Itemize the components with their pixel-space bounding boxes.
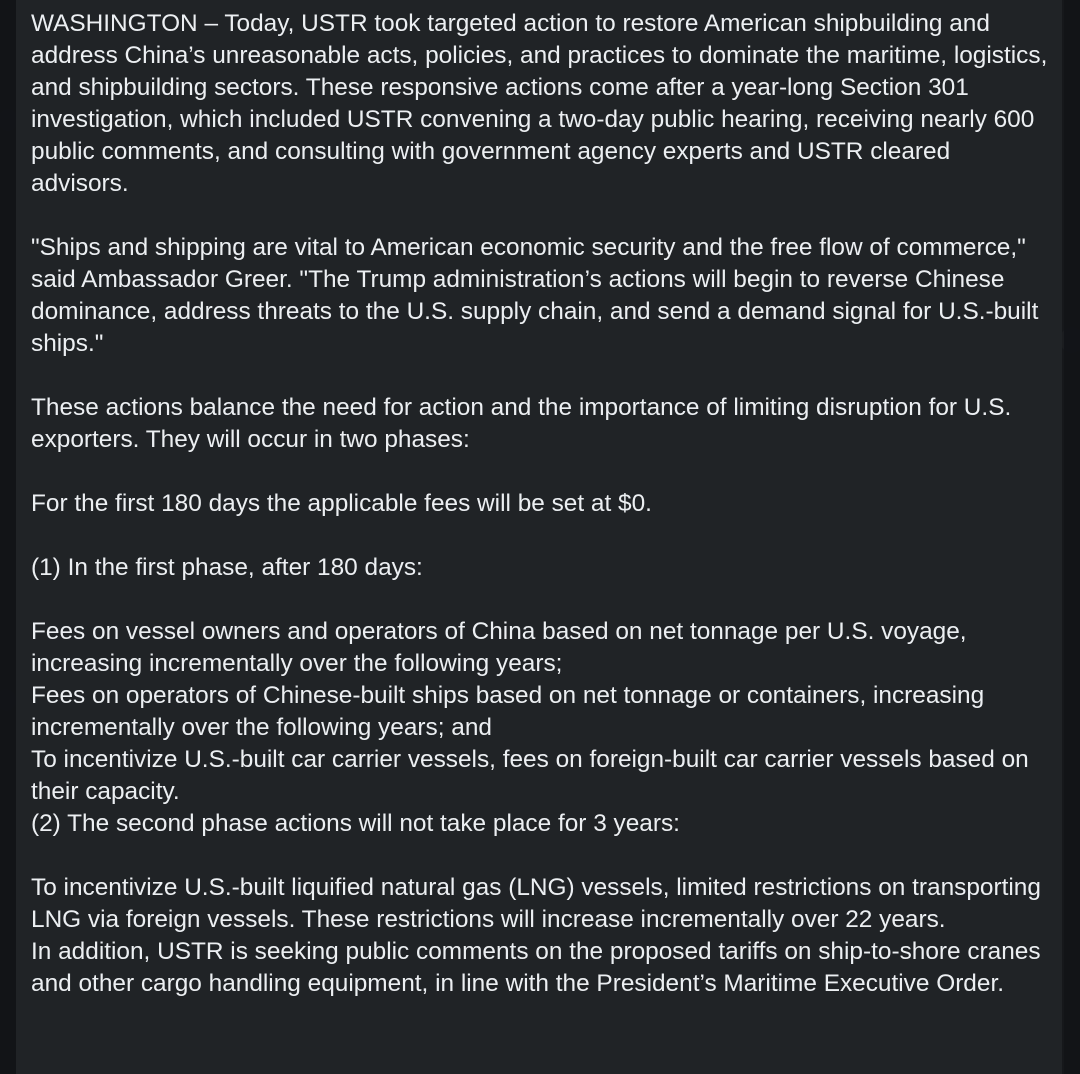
message-paragraph-quote: "Ships and shipping are vital to American economic security and the free flow of commerce," said Ambassador Greer. "The Trump administration’s actions will begin to reverse Chinese dominance, address threats to the U.S. supply chain, and send a demand signal for U.S.-built ships."	[31, 234, 1039, 357]
paragraph-gap	[31, 360, 1048, 392]
message-paragraph-chinese-built-fees: Fees on operators of Chinese-built ships based on net tonnage or containers, increasing incrementally over the following years; and	[31, 682, 985, 741]
message-paragraph-intro: WASHINGTON – Today, USTR took targeted action to restore American shipbuilding and address China’s unreasonable acts, policies, and practices to dominate the maritime, logistics, and shipbuilding sectors. These responsive actions come after a year-long Section 301 investigation, which included USTR convening a two-day public hearing, receiving nearly 600 public comments, and consulting with government agency experts and USTR cleared advisors.	[31, 10, 1048, 197]
message-paragraph-china-owner-fees: Fees on vessel owners and operators of China based on net tonnage per U.S. voyage, increasing incrementally over the following years;	[31, 618, 967, 677]
paragraph-gap	[31, 200, 1048, 232]
message-paragraph-zero-fee-period: For the first 180 days the applicable fees will be set at $0.	[31, 490, 652, 517]
message-paragraph-phase-one-heading: (1) In the first phase, after 180 days:	[31, 554, 423, 581]
message-bubble[interactable]	[16, 0, 1062, 1074]
left-background-margin	[0, 0, 16, 1074]
right-background-margin	[1064, 0, 1080, 1074]
message-paragraph-car-carrier-fees: To incentivize U.S.-built car carrier vessels, fees on foreign-built car carrier vessels based on their capacity.	[31, 746, 1029, 805]
message-paragraph-lng-restrictions: To incentivize U.S.-built liquified natural gas (LNG) vessels, limited restrictions on transporting LNG via foreign vessels. These restrictions will increase incrementally over 22 years.	[31, 874, 1041, 933]
message-paragraph-phase-two-heading: (2) The second phase actions will not take place for 3 years:	[31, 810, 680, 837]
message-paragraph-phases-overview: These actions balance the need for action and the importance of limiting disruption for U.S. exporters. They will occur in two phases:	[31, 394, 1012, 453]
paragraph-gap	[31, 584, 1048, 616]
paragraph-gap	[31, 456, 1048, 488]
message-paragraph-public-comments: In addition, USTR is seeking public comments on the proposed tariffs on ship-to-shore cranes and other cargo handling equipment, in line with the President’s Maritime Executive Order.	[31, 938, 1041, 997]
paragraph-gap	[31, 840, 1048, 872]
paragraph-gap	[31, 520, 1048, 552]
